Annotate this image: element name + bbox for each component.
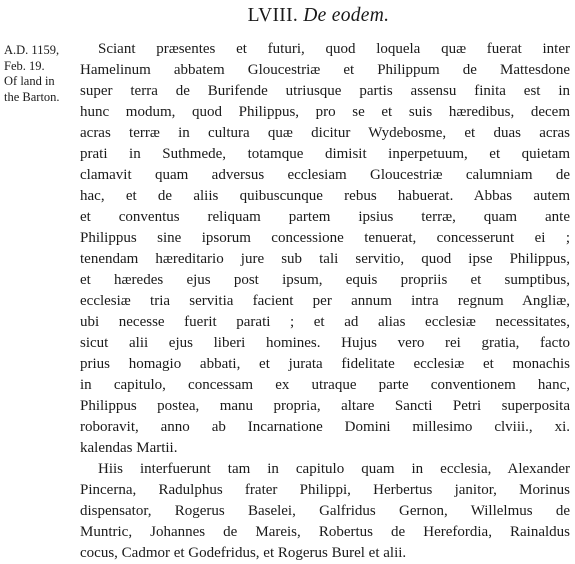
- witness-line: Pincerna, Radulphus frater Philippi, Herbertus janitor, Morinus: [80, 482, 570, 498]
- body-line: hac, et de aliis quibuscunque rebus habuerat. Abbas autem: [80, 188, 570, 204]
- marginal-note: [4, 43, 60, 105]
- body-line: ubi necesse fuerit parati ; et ad alias ecclesiæ necessitates,: [80, 314, 570, 330]
- witness-line: Hiis interfuerunt tam in capitulo quam in ecclesia, Alexander: [98, 461, 570, 477]
- body-line: hunc modum, quod Philippus, pro se et suis hæredibus, decem: [80, 104, 570, 120]
- body-line: in capitulo, concessam ex utraque parte conventionem hanc,: [80, 377, 570, 393]
- body-line: Philippus postea, manu propria, altare Sancti Petri superposita: [80, 398, 570, 414]
- body-line: kalendas Martii.: [80, 440, 178, 456]
- body-line: acras terræ in cultura quæ dicitur Wydebosme, et duas acras: [80, 125, 570, 141]
- charter-heading: [0, 5, 575, 27]
- witness-line: Muntric, Johannes de Mareis, Robertus de Herefordia, Rainaldus: [80, 524, 570, 540]
- body-line: et conventus reliquam partem ipsius terræ, quam ante: [80, 209, 570, 225]
- charter-number: LVIII.: [247, 5, 299, 26]
- body-line: roboravit, anno ab Incarnatione Domini millesimo clviii., xi.: [80, 419, 570, 435]
- body-line: super terra de Burifende utriusque partis assensu finita est in: [80, 83, 570, 99]
- body-line: et hæredes ejus post ipsum, equis propriis et sumptibus,: [80, 272, 570, 288]
- marginal-note-line: Feb. 19.: [4, 58, 45, 73]
- body-line: clamavit quam adversus ecclesiam Gloucestriæ calumniam de: [80, 167, 570, 183]
- marginal-note-line: the Barton.: [4, 89, 60, 104]
- body-line: sicut alii ejus liberi homines. Hujus vero rei gratia, facto: [80, 335, 570, 351]
- body-line: Sciant præsentes et futuri, quod loquela quæ fuerat inter: [98, 41, 570, 57]
- witness-line: dispensator, Rogerus Baselei, Galfridus Gernon, Willelmus de: [80, 503, 570, 519]
- charter-title: De eodem.: [303, 5, 390, 26]
- body-line: Hamelinum abbatem Gloucestriæ et Philippum de Mattesdone: [80, 62, 570, 78]
- witness-line: cocus, Cadmor et Godefridus, et Rogerus Burel et alii.: [80, 545, 407, 561]
- marginal-note-line: A.D. 1159,: [4, 43, 60, 57]
- charter-body: [80, 39, 570, 564]
- body-line: Philippus sine ipsorum concessione tenuerat, concesserunt ei ;: [80, 230, 570, 246]
- body-line: ecclesiæ tria servitia facient per annum intra regnum Angliæ,: [80, 293, 570, 309]
- body-line: prius homagio abbati, et jurata fidelitate ecclesiæ et monachis: [80, 356, 570, 372]
- body-line: tenendam hæreditario jure sub tali servitio, quod ipse Philippus,: [80, 251, 570, 267]
- marginal-note-line: Of land in: [4, 74, 55, 88]
- body-line: prati in Suthmede, totamque dimisit inperpetuum, et quietam: [80, 146, 570, 162]
